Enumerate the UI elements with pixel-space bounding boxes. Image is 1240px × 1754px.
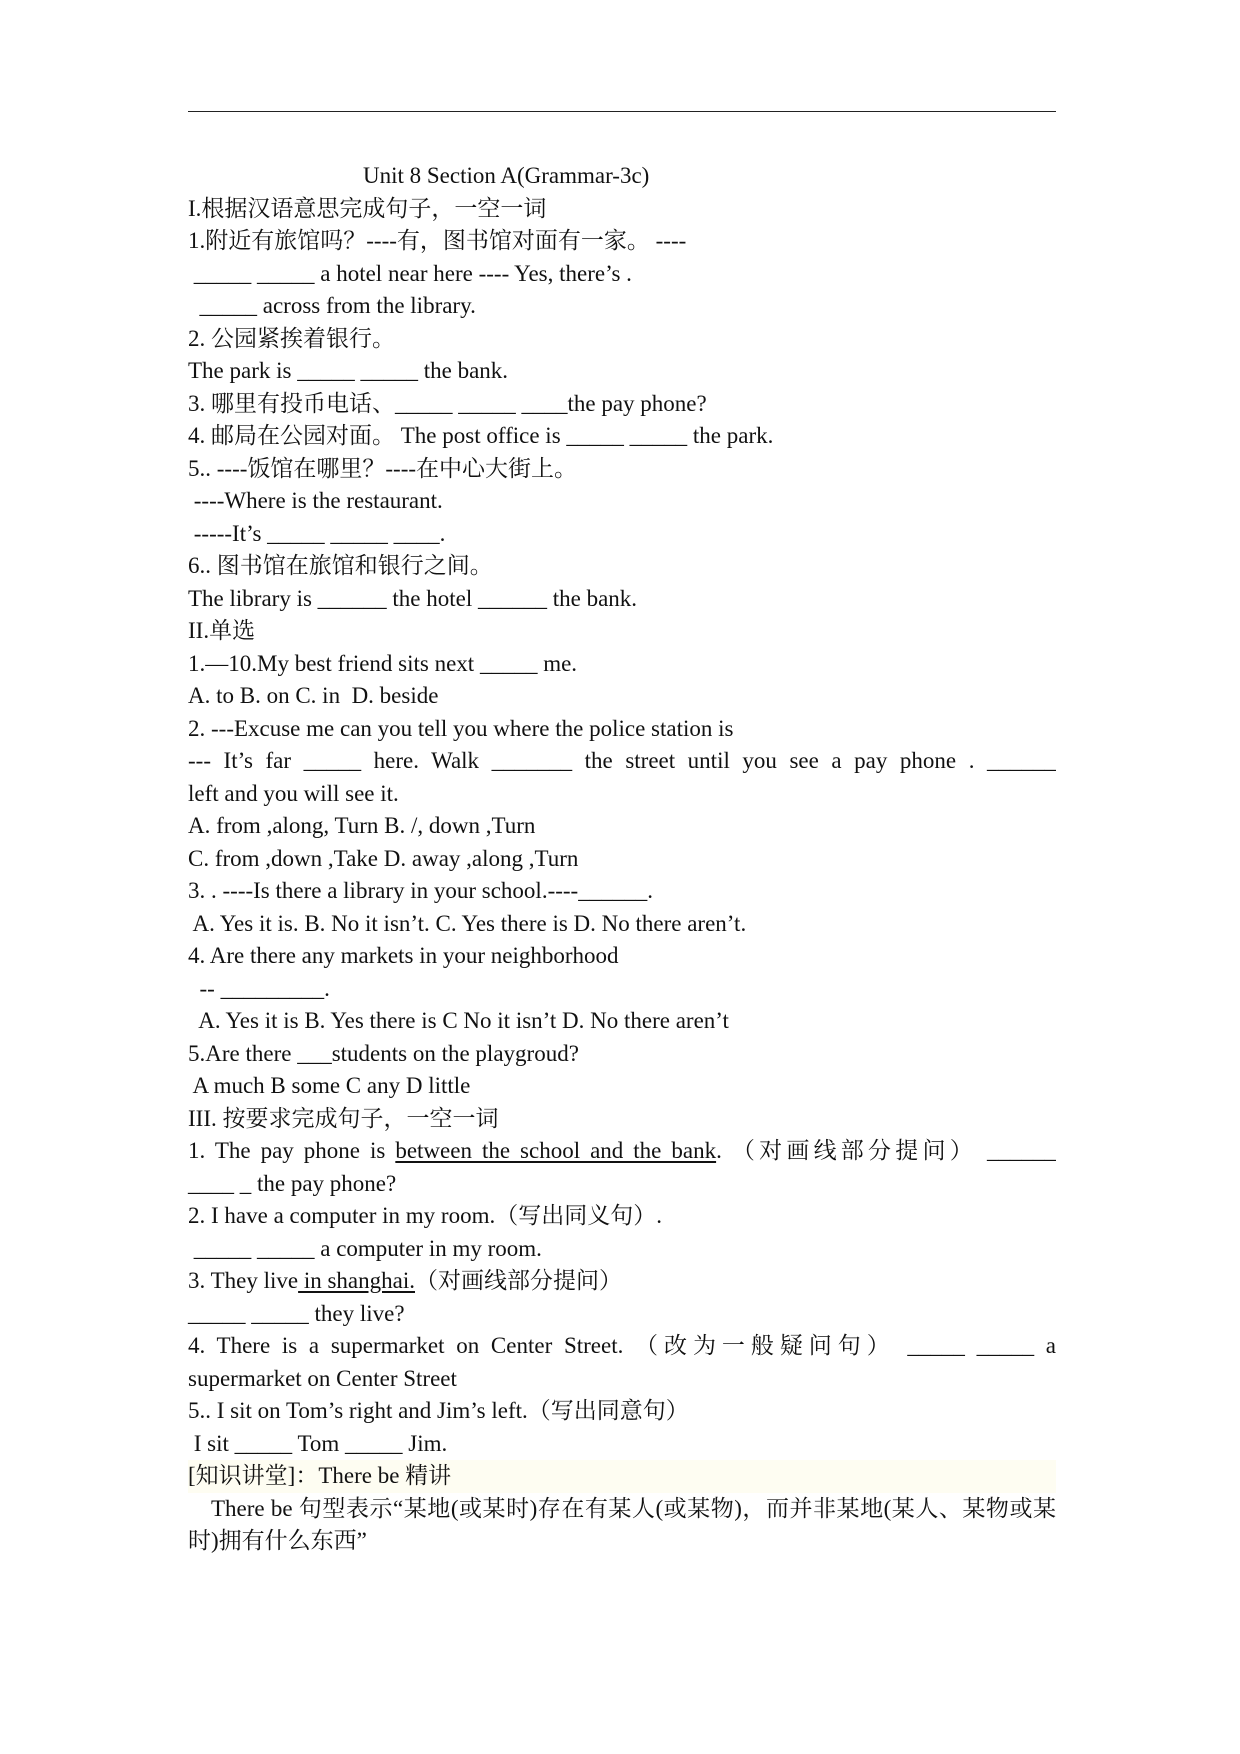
question-line: --- It’s far _____ here. Walk _______ the street until you see a pay phone . ______ [188, 748, 1056, 773]
question-line: -----It’s _____ _____ ____. [188, 520, 446, 546]
question-line: _____ _____ a computer in my room. [188, 1235, 542, 1261]
question-line: left and you will see it. [188, 780, 399, 806]
question-line: 4. 邮局在公园对面。 The post office is _____ _____ the park. [188, 423, 774, 448]
question-text: （对画线部分提问） [415, 1268, 622, 1293]
question-text: 1. The pay phone is [188, 1138, 396, 1163]
page-title: Unit 8 Section A(Grammar-3c) [363, 163, 650, 188]
section-heading: II.单选 [188, 618, 256, 643]
question-line: 3. . ----Is there a library in your school.----______. [188, 878, 653, 903]
options-line: A. to B. on C. in D. beside [188, 683, 439, 708]
options-line: A. Yes it is B. Yes there is C No it isn’t D. No there aren’t [188, 1008, 729, 1033]
question-line: 3. 哪里有投币电话、_____ _____ ____the pay phone? [188, 390, 707, 416]
question-line: _____ _____ a hotel near here ---- Yes, there’s . [188, 260, 632, 286]
question-line: _____ across from the library. [188, 293, 476, 318]
knowledge-heading: [知识讲堂]：There be 精讲 [188, 1460, 1056, 1493]
underlined-phrase: between the school and the bank [395, 1138, 717, 1163]
question-line: supermarket on Center Street [188, 1365, 457, 1391]
section-heading: I.根据汉语意思完成句子，一空一词 [188, 195, 547, 221]
options-line: A. from ,along, Turn B. /, down ,Turn [188, 813, 536, 838]
question-text: 3. They live [188, 1268, 299, 1293]
question-line [188, 1135, 1056, 1168]
question-line: 5.Are there ___students on the playgroud? [188, 1040, 579, 1066]
question-line: ____ _ the pay phone? [188, 1170, 397, 1196]
question-line: 2. 公园紧挨着银行。 [188, 325, 395, 351]
question-line: 4. Are there any markets in your neighborhood [188, 943, 619, 968]
question-text: . （对画线部分提问） ______ [716, 1138, 1056, 1163]
question-line: 4. There is a supermarket on Center Street. （改为一般疑问句） _____ _____ a [188, 1333, 1056, 1358]
question-line: The park is _____ _____ the bank. [188, 358, 509, 383]
options-line: C. from ,down ,Take D. away ,along ,Turn [188, 845, 579, 871]
question-line: 2. ---Excuse me can you tell you where the police station is [188, 715, 734, 741]
knowledge-section [188, 1460, 1056, 1558]
section-3 [188, 1103, 1056, 1461]
question-line: 1.—10.My best friend sits next _____ me. [188, 650, 578, 676]
question-line: 1.附近有旅馆吗？----有，图书馆对面有一家。 ---- [188, 228, 687, 253]
options-line: A. Yes it is. B. No it isn’t. C. Yes there is D. No there aren’t. [188, 910, 747, 936]
question-line: 6.. 图书馆在旅馆和银行之间。 [188, 553, 493, 578]
knowledge-body: There be 句型表示“某地(或某时)存在有某人(或某物)，而并非某地(某人、某物或某时)拥有什么东西” [188, 1495, 1056, 1553]
question-line: _____ _____ they live? [188, 1300, 405, 1326]
header-rule [188, 111, 1056, 112]
question-line: 5.. ----饭馆在哪里？----在中心大街上。 [188, 455, 578, 481]
question-line: -- _________. [188, 975, 330, 1001]
options-line: A much B some C any D little [188, 1073, 471, 1098]
question-line: 2. I have a computer in my room.（写出同义句）. [188, 1203, 662, 1228]
section-heading: III. 按要求完成句子，一空一词 [188, 1105, 499, 1131]
underlined-phrase: in shanghai. [298, 1268, 415, 1293]
question-line: 5.. I sit on Tom’s right and Jim’s left.（写出同意句） [188, 1398, 689, 1423]
worksheet [188, 160, 1056, 1558]
question-line: ----Where is the restaurant. [188, 488, 443, 513]
question-line: I sit _____ Tom _____ Jim. [188, 1430, 448, 1456]
question-line [188, 1265, 1056, 1298]
question-line: The library is ______ the hotel ______ the bank. [188, 585, 638, 611]
section-2 [188, 615, 1056, 1103]
section-1 [188, 193, 1056, 616]
